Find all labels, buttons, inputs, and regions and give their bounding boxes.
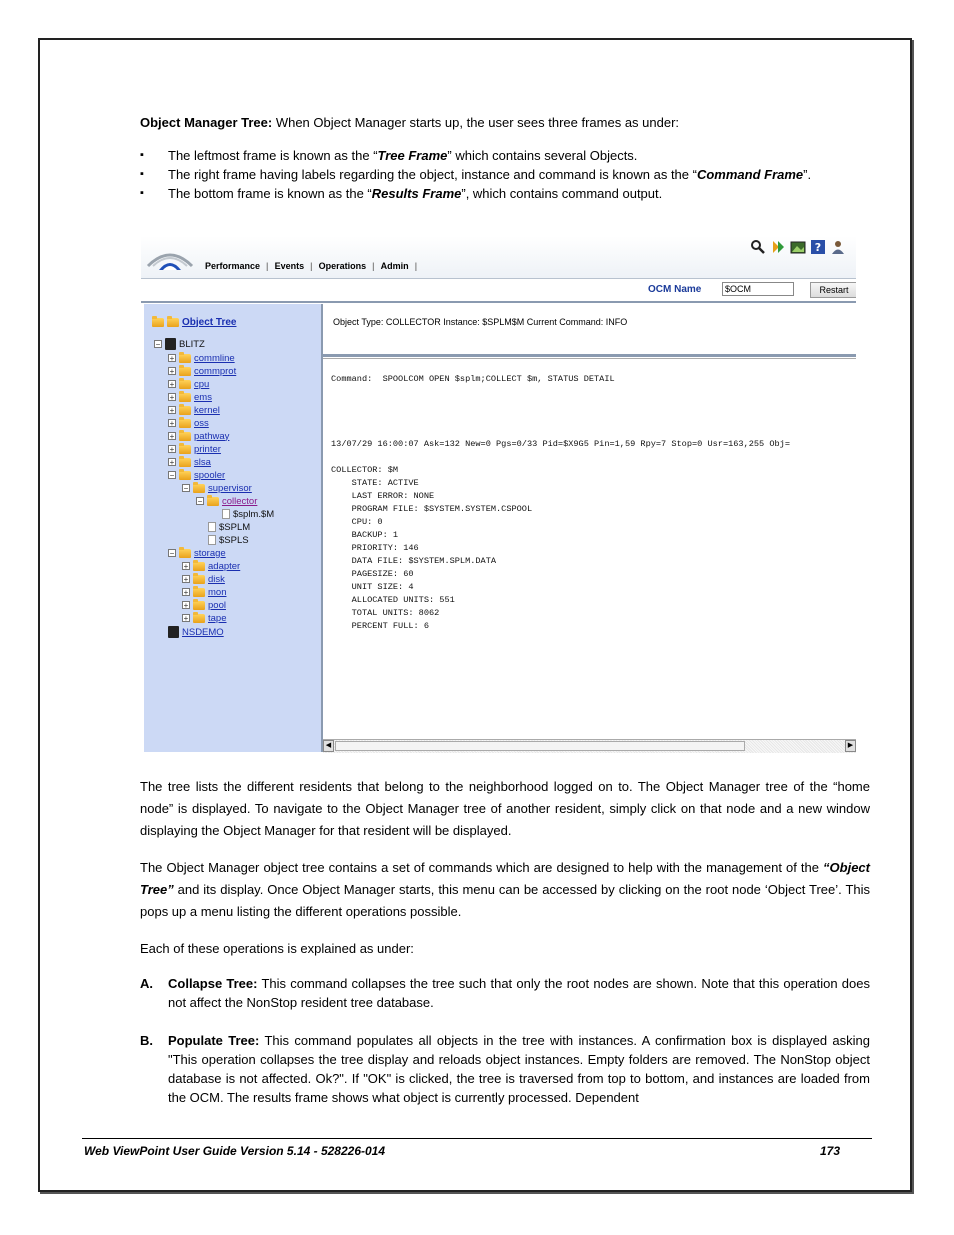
instance-icon — [208, 535, 216, 545]
expand-icon[interactable]: + — [169, 406, 175, 415]
tree-node-supervisor[interactable] — [182, 482, 252, 494]
folder-icon — [193, 562, 205, 571]
tree-node-label[interactable]: spooler — [194, 469, 226, 481]
expand-icon[interactable]: + — [169, 367, 175, 376]
tree-node-cpu[interactable] — [168, 378, 209, 390]
menu-operations[interactable]: Operations — [318, 261, 367, 271]
menu-events[interactable]: Events — [274, 261, 305, 271]
expand-icon[interactable]: + — [169, 445, 175, 454]
menu-admin[interactable]: Admin — [380, 261, 409, 271]
tree-node-mon[interactable] — [182, 586, 226, 598]
step-letter: A. — [140, 976, 153, 991]
tree-instance-splm-m[interactable] — [222, 508, 274, 520]
bullet-text: ”. — [803, 167, 812, 182]
folder-icon — [193, 575, 205, 584]
search-key-icon[interactable] — [750, 239, 766, 255]
folder-icon — [179, 419, 191, 428]
paragraph-object-tree-commands — [140, 857, 870, 923]
intro-paragraph — [140, 112, 870, 134]
tree-node-label[interactable]: storage — [194, 547, 226, 559]
tree-node-oss[interactable] — [168, 417, 209, 429]
tree-node-tape[interactable] — [182, 612, 227, 624]
folder-icon — [152, 318, 164, 327]
folder-icon — [179, 406, 191, 415]
tree-node-label[interactable]: supervisor — [208, 482, 252, 494]
tree-node-label[interactable]: commprot — [194, 365, 237, 377]
folder-icon — [179, 445, 191, 454]
menu-separator: | — [266, 261, 269, 271]
tree-node-storage[interactable] — [168, 547, 226, 559]
ocm-bar — [141, 279, 856, 303]
folder-icon — [179, 471, 191, 480]
scroll-right-icon[interactable]: ▶ — [845, 740, 856, 752]
expand-icon[interactable]: + — [183, 575, 189, 584]
expand-icon[interactable]: + — [169, 458, 175, 467]
tree-node-disk[interactable] — [182, 573, 225, 585]
tree-root-label[interactable]: Object Tree — [182, 316, 237, 328]
tree-node-collector[interactable] — [196, 495, 257, 507]
bullet-results-frame — [140, 184, 870, 203]
tree-node-label[interactable]: disk — [208, 573, 225, 585]
menu-separator: | — [414, 261, 418, 271]
folder-icon — [193, 484, 205, 493]
bullet-text: ”, which contains command output. — [461, 186, 663, 201]
step-letter: B. — [140, 1033, 153, 1048]
app-logo-icon — [145, 240, 195, 274]
paragraph-emphasis: “Object Tree” — [140, 860, 870, 897]
bullet-emphasis: Command Frame — [696, 167, 804, 182]
tree-node-label[interactable]: tape — [208, 612, 227, 624]
expand-icon[interactable]: + — [183, 588, 189, 597]
footer-document-title: Web ViewPoint User Guide Version 5.14 - 528226-014 — [84, 1144, 386, 1158]
folder-icon — [179, 549, 191, 558]
app-header — [141, 236, 856, 279]
tree-node-kernel[interactable] — [168, 404, 220, 416]
help-icon[interactable] — [810, 239, 826, 255]
tree-node-nsdemo[interactable] — [168, 626, 224, 638]
paragraph-operations-intro: Each of these operations is explained as under: — [140, 941, 414, 956]
tree-node-label[interactable]: $SPLM — [219, 521, 251, 533]
collapse-icon[interactable]: − — [183, 484, 189, 493]
folder-icon — [179, 367, 191, 376]
folder-icon — [179, 458, 191, 467]
tree-node-label[interactable]: pathway — [194, 430, 230, 442]
bullet-text: ” which contains several Objects. — [447, 148, 638, 163]
bullet-tree-frame — [140, 146, 870, 165]
scroll-thumb[interactable] — [335, 741, 745, 751]
expand-icon[interactable]: + — [183, 601, 189, 610]
svg-text:?: ? — [814, 241, 822, 254]
image-icon[interactable] — [790, 239, 806, 255]
intro-label: Object Manager Tree: — [140, 115, 273, 130]
tree-node-spooler[interactable] — [168, 469, 225, 481]
folder-icon — [193, 601, 205, 610]
instance-icon — [208, 522, 216, 532]
folder-icon — [179, 380, 191, 389]
step-title: Collapse Tree: — [168, 976, 258, 991]
tree-node-label[interactable]: oss — [194, 417, 209, 429]
ocm-name-input[interactable] — [722, 282, 794, 296]
tree-node-label[interactable]: printer — [194, 443, 221, 455]
results-horizontal-scrollbar[interactable] — [323, 739, 856, 753]
command-frame-text: Object Type: COLLECTOR Instance: $SPLM$M Current Command: INFO — [333, 317, 628, 327]
folder-icon — [179, 393, 191, 402]
tree-node-label[interactable]: slsa — [194, 456, 211, 468]
command-frame — [323, 304, 856, 357]
main-menu — [199, 261, 417, 275]
object-manager-screenshot — [141, 236, 856, 760]
tree-node-label[interactable]: mon — [208, 586, 227, 598]
tree-node-printer[interactable] — [168, 443, 221, 455]
tree-root[interactable] — [152, 316, 236, 328]
tree-node-pathway[interactable] — [168, 430, 229, 442]
paragraph-text: and its display. Once Object Manager starts, this menu can be accessed by clicking on the root node ‘Object Tree’. This pops up a menu listing the different operations possible. — [140, 882, 870, 919]
tree-node-label[interactable]: kernel — [194, 404, 220, 416]
bullet-emphasis: Tree Frame — [377, 148, 448, 163]
expand-icon[interactable]: + — [169, 354, 175, 363]
results-output: Command: SPOOLCOM OPEN $splm;COLLECT $m, STATUS DETAIL 13/07/29 16:00:07 Ask=132 New=0 Pgs=0/33 Pid=$X9G5 Pin=1,59 Rpy=7 Stop=0 Usr=163,255 Obj= COLLECTOR: $M STATE: ACTIVE LAST ERROR: NONE PROGRAM FILE: $SYSTEM.SYSTEM.CSPOOL CPU: 0 BACKUP: 1 PRIORITY: 146 DATA FILE: $SYSTEM.SPLM.DATA PAGESIZE: 60 UNIT SIZE: 4 ALLOCATED UNITS: 551 TOTAL UNITS: 8062 PERCENT FULL: 6 — [331, 374, 790, 631]
tree-node-label[interactable]: cpu — [194, 378, 210, 390]
tree-node-slsa[interactable] — [168, 456, 211, 468]
refresh-arrows-icon[interactable] — [770, 239, 786, 255]
step-title: Populate Tree: — [168, 1033, 260, 1048]
bullet-text: The leftmost frame is known as the “ — [168, 148, 378, 163]
folder-icon — [193, 588, 205, 597]
folder-icon — [179, 432, 191, 441]
collapse-icon[interactable]: − — [169, 549, 175, 558]
bullet-text: The right frame having labels regarding the object, instance and command is known as the “ — [168, 167, 697, 182]
tree-node-label[interactable]: commline — [194, 352, 235, 364]
expand-icon[interactable]: + — [183, 562, 189, 571]
bullet-text: The bottom frame is known as the “ — [168, 186, 372, 201]
user-icon[interactable] — [830, 239, 846, 255]
folder-icon — [193, 614, 205, 623]
header-toolbar — [750, 239, 846, 255]
intro-text: When Object Manager starts up, the user sees three frames as under: — [272, 115, 680, 130]
results-frame — [323, 358, 856, 753]
expand-icon[interactable]: + — [169, 380, 175, 389]
menu-separator: | — [310, 261, 313, 271]
menu-separator: | — [372, 261, 375, 271]
server-icon — [165, 338, 176, 350]
server-icon — [168, 626, 179, 638]
step-populate-tree — [140, 1031, 870, 1107]
tree-node-label[interactable]: pool — [208, 599, 226, 611]
menu-performance[interactable]: Performance — [205, 261, 261, 271]
collapse-icon[interactable]: − — [197, 497, 203, 506]
bullet-emphasis: Results Frame — [371, 186, 462, 201]
step-text: This command populates all objects in the tree with instances. A confirmation box is displayed asking "This operation collapses the tree display and reloads object instances. Empty folders are removed. The NonStop object database is not affected. Ok?". If "OK" is clicked, the tree is traversed from top to bottom, and instances are loaded from the OCM. The results frame shows what object is currently processed. Dependent — [168, 1033, 871, 1105]
folder-icon — [179, 354, 191, 363]
tree-node-pool[interactable] — [182, 599, 226, 611]
collapse-icon[interactable]: − — [169, 471, 175, 480]
tree-node-label[interactable]: collector — [222, 495, 258, 507]
bullet-command-frame — [140, 165, 870, 184]
tree-node-label[interactable]: BLITZ — [179, 338, 205, 350]
tree-node-ems[interactable] — [168, 391, 212, 403]
collapse-icon[interactable]: − — [155, 340, 161, 349]
ocm-name-label: OCM Name — [648, 284, 702, 295]
footer-page-number: 173 — [820, 1144, 841, 1158]
tree-node-adapter[interactable] — [182, 560, 240, 572]
expand-icon[interactable]: + — [183, 614, 189, 623]
frame-bullet-list — [140, 146, 870, 203]
tree-node-commline[interactable] — [168, 352, 235, 364]
tree-node-label[interactable]: NSDEMO — [182, 626, 224, 638]
expand-icon[interactable]: + — [169, 393, 175, 402]
tree-node-blitz[interactable] — [154, 338, 205, 350]
expand-icon[interactable]: + — [169, 419, 175, 428]
restart-button[interactable]: Restart — [810, 282, 856, 298]
tree-node-label[interactable]: adapter — [208, 560, 241, 572]
tree-node-label[interactable]: $SPLS — [219, 534, 249, 546]
tree-frame — [144, 304, 323, 752]
expand-icon[interactable]: + — [169, 432, 175, 441]
tree-node-label[interactable]: $splm.$M — [233, 508, 275, 520]
tree-node-label[interactable]: ems — [194, 391, 212, 403]
folder-icon — [207, 497, 219, 506]
scroll-left-icon[interactable]: ◀ — [323, 740, 334, 752]
footer-divider — [82, 1138, 872, 1139]
tree-node-commprot[interactable] — [168, 365, 236, 377]
tree-instance-splm[interactable] — [208, 521, 250, 533]
tree-instance-spls[interactable] — [208, 534, 249, 546]
folder-icon — [167, 318, 179, 327]
paragraph-tree-residents: The tree lists the different residents that belong to the neighborhood logged on to. The Object Manager tree of the “home node” is displayed. To navigate to the Object Manager tree of another resident, simply click on that node and a new window displaying the Object Manager for that resident will be displayed. — [140, 779, 870, 838]
instance-icon — [222, 509, 230, 519]
paragraph-text: The Object Manager object tree contains a set of commands which are designed to help with the management of the — [140, 860, 824, 875]
step-collapse-tree — [140, 974, 870, 1012]
step-text: This command collapses the tree such that only the root nodes are shown. Note that this operation does not affect the NonStop resident tree database. — [168, 976, 870, 1010]
